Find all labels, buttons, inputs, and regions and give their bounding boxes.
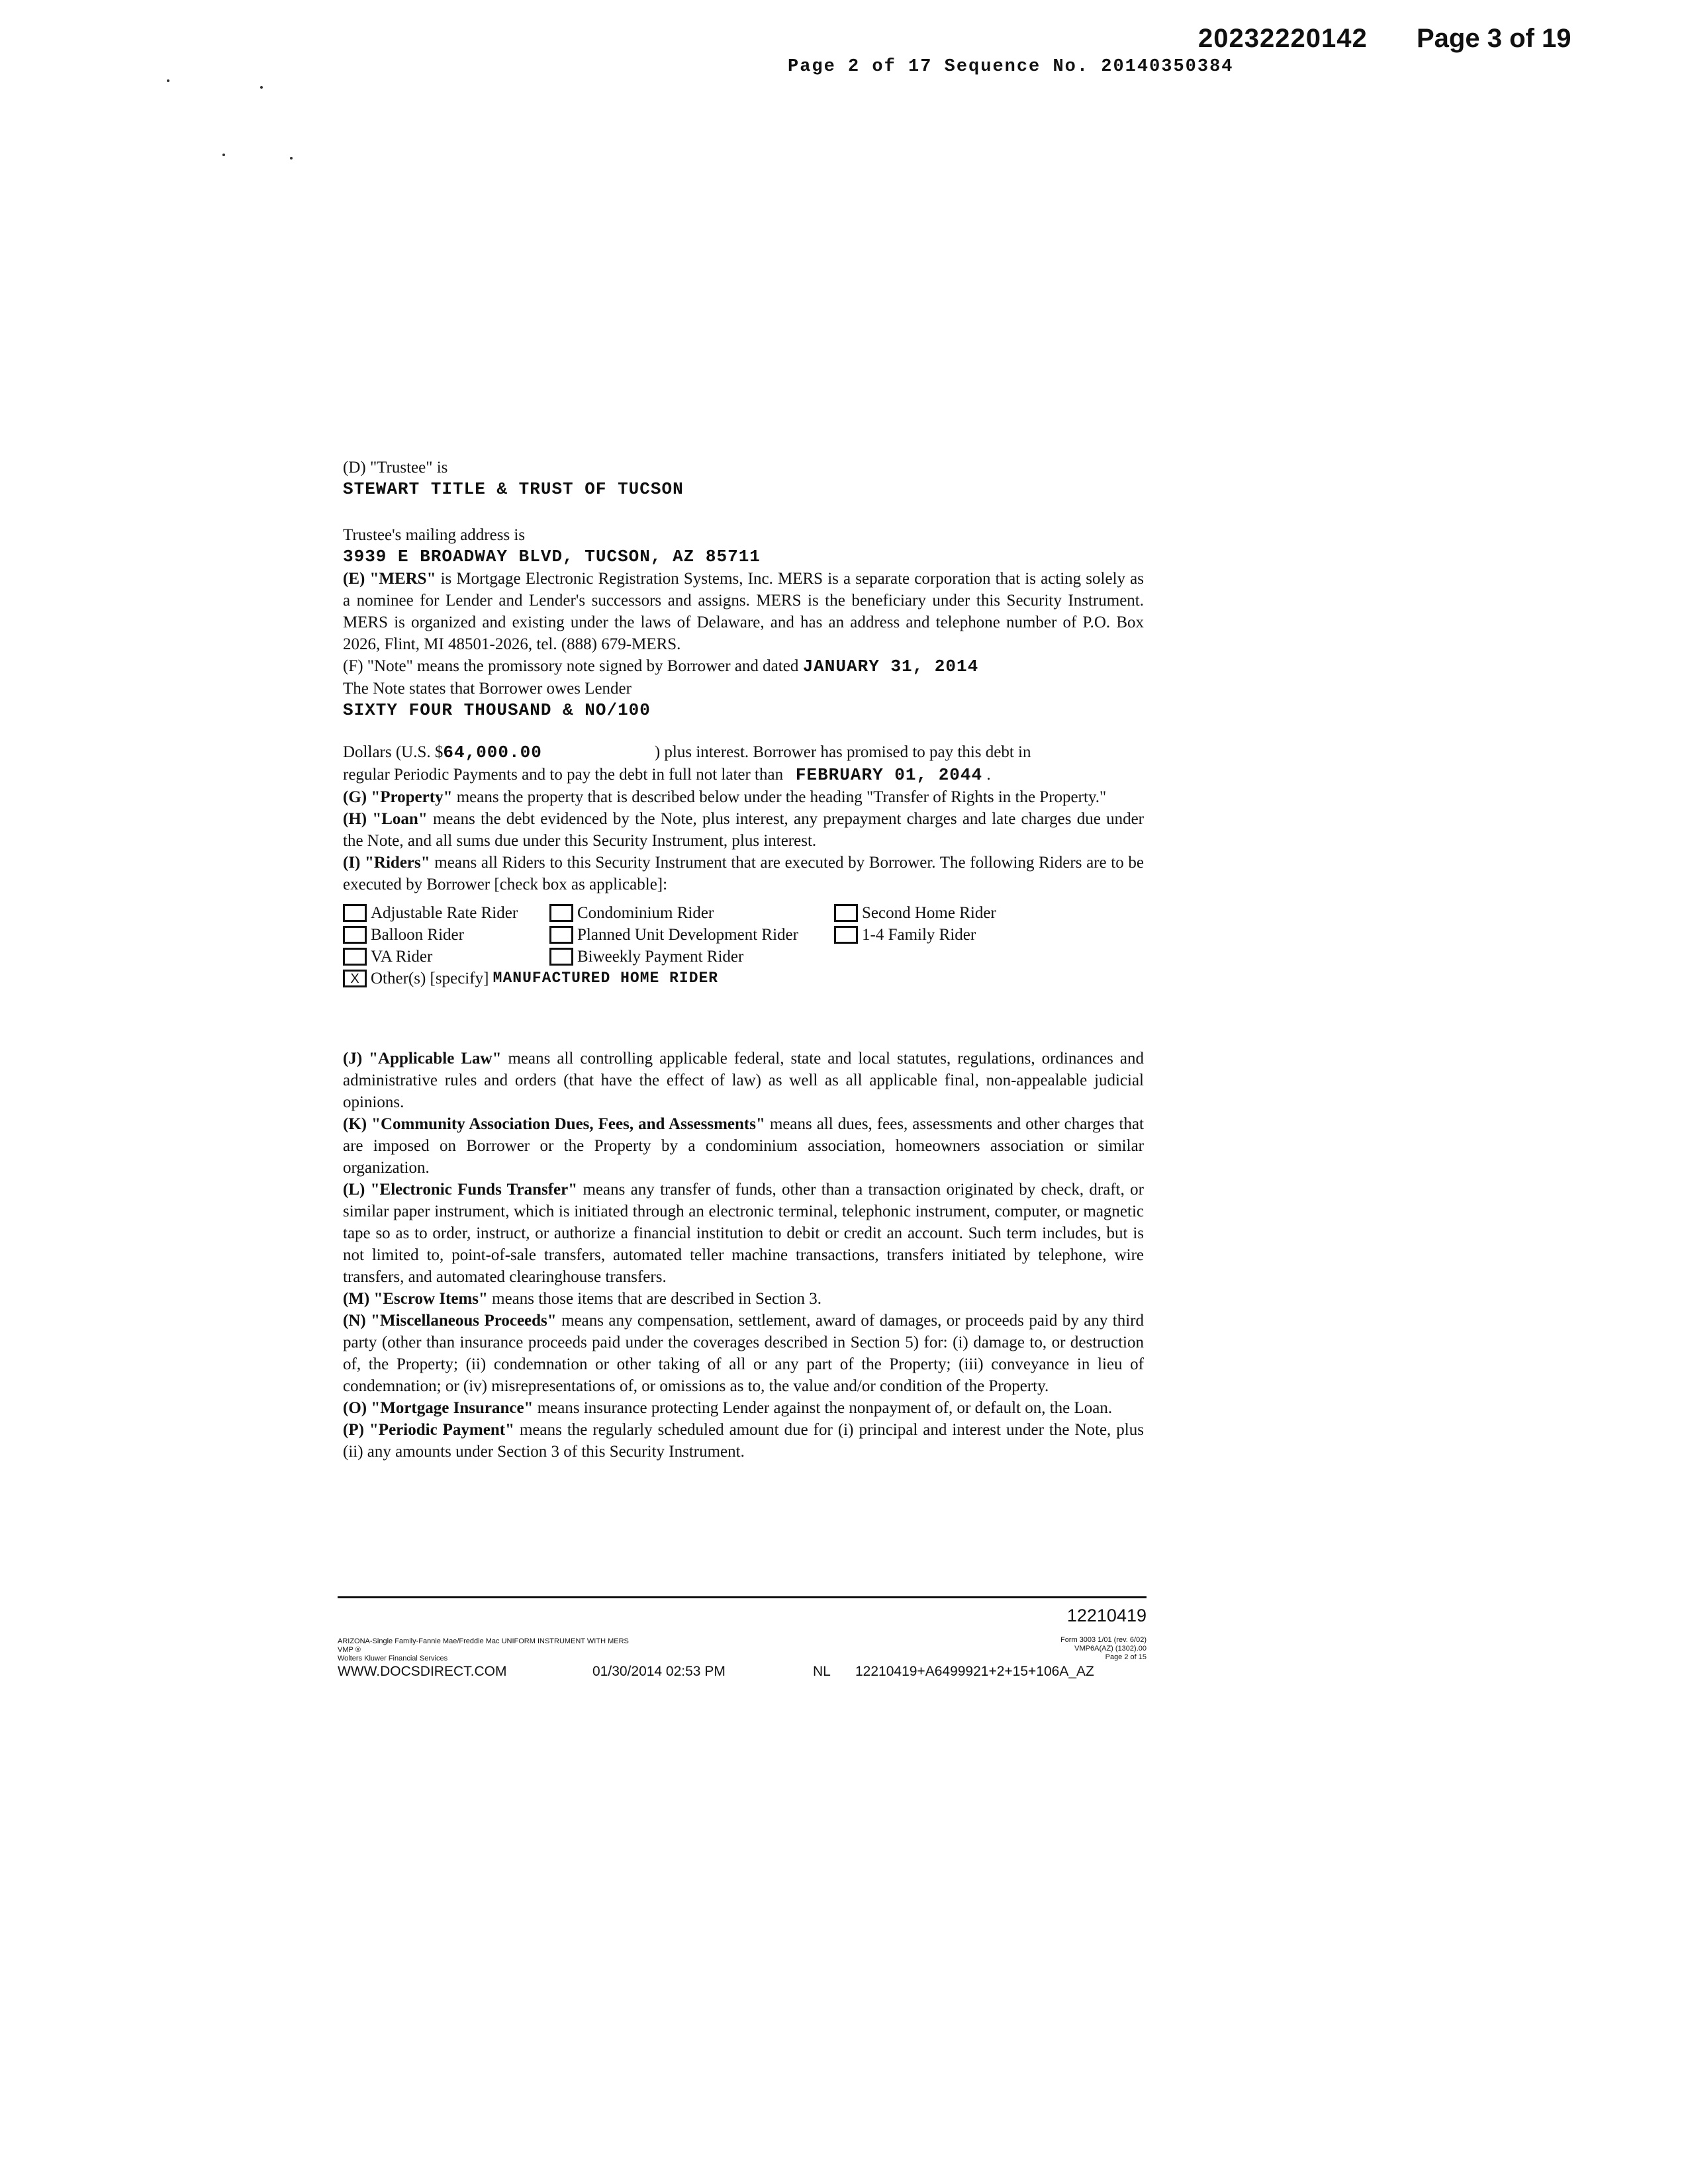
rider-label: Adjustable Rate Rider [371, 904, 518, 922]
note-date: JANUARY 31, 2014 [802, 657, 979, 676]
rider-label: Biweekly Payment Rider [577, 948, 744, 966]
trustee-address-label: Trustee's mailing address is [343, 526, 526, 544]
checkbox[interactable] [343, 948, 367, 966]
riders-text: means all Riders to this Security Instrument that are executed by Borrower. The following Riders are to be executed by Borrower [check box as applicable]: [343, 854, 1144, 893]
note-text: (F) "Note" means the promissory note signed by Borrower and dated [343, 657, 799, 675]
form-line: VMP ® [338, 1646, 361, 1654]
rider-adjustable-rate[interactable] [343, 902, 518, 924]
payments-text: regular Periodic Payments and to pay the debt in full not later than [343, 766, 784, 784]
definition-misc-proceeds [343, 1310, 1144, 1397]
definition-text: means any transfer of funds, other than a transaction originated by check, draft, or similar paper instrument, which is initiated through an electronic terminal, telephonic instrument, computer, or magnetic tape so as to order, instruct, or authorize a financial institution to debit or credit an account. Such term includes, but is not limited to, point-of-sale transfers, automated teller machine transactions, transfers initiated by telephone, wire transfers, and automated clearinghouse transfers. [343, 1181, 1144, 1286]
definition-text: means the regularly scheduled amount due for (i) principal and interest under the Note, plus (ii) any amounts under Section 3 of this Security Instrument. [343, 1421, 1144, 1461]
note-definition [343, 655, 1144, 678]
loan-number: 12210419 [1066, 1606, 1147, 1625]
definition-term: (M) "Escrow Items" [343, 1290, 488, 1308]
rider-balloon[interactable] [343, 924, 464, 946]
loan-text: means the debt evidenced by the Note, plus interest, any prepayment charges and late charges due under the Note, and all sums due under this Security Instrument, plus interest. [343, 810, 1144, 850]
loan-definition [343, 808, 1144, 852]
mers-text: is Mortgage Electronic Registration Systems, Inc. MERS is a separate corporation that is acting solely as a nominee for Lender and Lender's successors and assigns. MERS is the beneficiary under this Security Instrument. MERS is organized and existing under the laws of Delaware, and has an address and telephone number of P.O. Box 2026, Flint, MI 48501-2026, tel. (888) 679-MERS. [343, 570, 1144, 653]
rider-other[interactable] [343, 968, 718, 989]
definition-text: means insurance protecting Lender against the nonpayment of, or default on, the Loan. [533, 1399, 1113, 1417]
property-definition [343, 786, 1144, 808]
scan-speck [260, 86, 263, 89]
property-text: means the property that is described below under the heading "Transfer of Rights in the Property." [452, 788, 1107, 806]
trustee-name: STEWART TITLE & TRUST OF TUCSON [343, 479, 684, 499]
page-label: Page 3 of 19 [1417, 24, 1571, 53]
maturity-date: FEBRUARY 01, 2044 [795, 765, 983, 785]
rider-second-home[interactable] [834, 902, 996, 924]
rider-label: Planned Unit Development Rider [577, 926, 798, 944]
form-id-line: Page 2 of 15 [1105, 1653, 1147, 1661]
definition-term: (K) "Community Association Dues, Fees, and Assessments" [343, 1115, 765, 1133]
definition-text: means any compensation, settlement, award of damages, or proceeds paid by any third party (other than insurance proceeds paid under the coverages described in Section 5) for: (i) damage to, or destruction of, the Property; (ii) condemnation or other taking of all or any part of the Property; (iii) conveyance in lieu of condemnation; or (iv) misrepresentations of, or omissions as to, the value and/or condition of the Property. [343, 1312, 1144, 1395]
definition-applicable-law [343, 1048, 1144, 1113]
definition-electronic-funds [343, 1179, 1144, 1288]
rider-biweekly[interactable] [549, 946, 743, 968]
timestamp: 01/30/2014 02:53 PM [592, 1664, 726, 1679]
property-term: (G) "Property" [343, 788, 453, 806]
checkbox[interactable]: X [343, 970, 367, 987]
definition-term: (J) "Applicable Law" [343, 1050, 502, 1068]
checkbox[interactable] [834, 926, 858, 944]
definition-text: means all controlling applicable federal, state and local statutes, regulations, ordinances and administrative rules and orders (that have the effect of law) as well as all applicable final, non-appealable judicial opinions. [343, 1050, 1144, 1111]
document-body [343, 457, 1144, 1463]
note-amount-words: SIXTY FOUR THOUSAND & NO/100 [343, 700, 651, 720]
page-footer [338, 1596, 1147, 1679]
rider-label: VA Rider [371, 948, 433, 966]
definition-term: (N) "Miscellaneous Proceeds" [343, 1312, 557, 1330]
riders-term: (I) "Riders" [343, 854, 430, 872]
initials: NL [813, 1664, 831, 1679]
form-id-line: Form 3003 1/01 (rev. 6/02) [1060, 1636, 1147, 1644]
rider-label: Condominium Rider [577, 904, 714, 922]
note-dollars-line [343, 741, 1144, 764]
scan-speck [222, 154, 225, 156]
dollars-prefix: Dollars (U.S. $ [343, 743, 444, 761]
rider-label: 1-4 Family Rider [862, 926, 976, 944]
loan-term: (H) "Loan" [343, 810, 428, 828]
form-line: Wolters Kluwer Financial Services [338, 1655, 448, 1662]
maturity-period: . [986, 766, 991, 784]
document-number: 20232220142 [1198, 24, 1368, 53]
scan-speck [167, 79, 169, 82]
definition-community-dues [343, 1113, 1144, 1179]
note-payments-line [343, 764, 1144, 786]
mers-term: (E) "MERS" [343, 570, 436, 588]
definition-term: (P) "Periodic Payment" [343, 1421, 514, 1439]
dollars-suffix: ) plus interest. Borrower has promised to pay this debt in [654, 743, 1031, 761]
form-id-line: VMP6A(AZ) (1302).00 [1074, 1645, 1147, 1653]
footer-rule [338, 1596, 1147, 1598]
rider-label: Other(s) [specify] [371, 970, 489, 987]
trustee-label: (D) "Trustee" is [343, 459, 448, 477]
rider-va[interactable] [343, 946, 432, 968]
definition-text: means those items that are described in Section 3. [487, 1290, 821, 1308]
definition-mortgage-insurance [343, 1397, 1144, 1419]
definition-text: means all dues, fees, assessments and other charges that are imposed on Borrower or the Property by a condominium association, homeowners association or similar organization. [343, 1115, 1144, 1177]
trustee-address: 3939 E BROADWAY BLVD, TUCSON, AZ 85711 [343, 547, 761, 567]
rider-pud[interactable] [549, 924, 798, 946]
rider-other-value: MANUFACTURED HOME RIDER [492, 970, 719, 987]
checkbox[interactable] [549, 904, 573, 922]
note-amount: 64,000.00 [443, 743, 542, 762]
checkbox[interactable] [343, 926, 367, 944]
checkbox[interactable] [549, 926, 573, 944]
form-identifier [1060, 1636, 1147, 1662]
checkbox[interactable] [834, 904, 858, 922]
form-line: ARIZONA-Single Family-Fannie Mae/Freddie Mac UNIFORM INSTRUMENT WITH MERS [338, 1637, 629, 1645]
form-title [338, 1637, 629, 1663]
mers-definition [343, 568, 1144, 655]
definition-periodic-payment [343, 1419, 1144, 1463]
definition-term: (O) "Mortgage Insurance" [343, 1399, 534, 1417]
definition-term: (L) "Electronic Funds Transfer" [343, 1181, 578, 1199]
rider-condominium[interactable] [549, 902, 714, 924]
reference-code: 12210419+A6499921+2+15+106A_AZ [855, 1664, 1094, 1679]
checkbox[interactable] [343, 904, 367, 922]
scan-speck [290, 157, 293, 159]
riders-definition [343, 852, 1144, 895]
checkbox[interactable] [549, 948, 573, 966]
definition-escrow-items [343, 1288, 1144, 1310]
website: WWW.DOCSDIRECT.COM [338, 1664, 507, 1679]
sequence-line: Page 2 of 17 Sequence No. 20140350384 [788, 57, 1234, 77]
rider-label: Second Home Rider [862, 904, 996, 922]
rider-label: Balloon Rider [371, 926, 464, 944]
note-owes-text: The Note states that Borrower owes Lender [343, 680, 632, 698]
rider-1-4-family[interactable] [834, 924, 976, 946]
riders-checklist [343, 902, 1144, 1001]
